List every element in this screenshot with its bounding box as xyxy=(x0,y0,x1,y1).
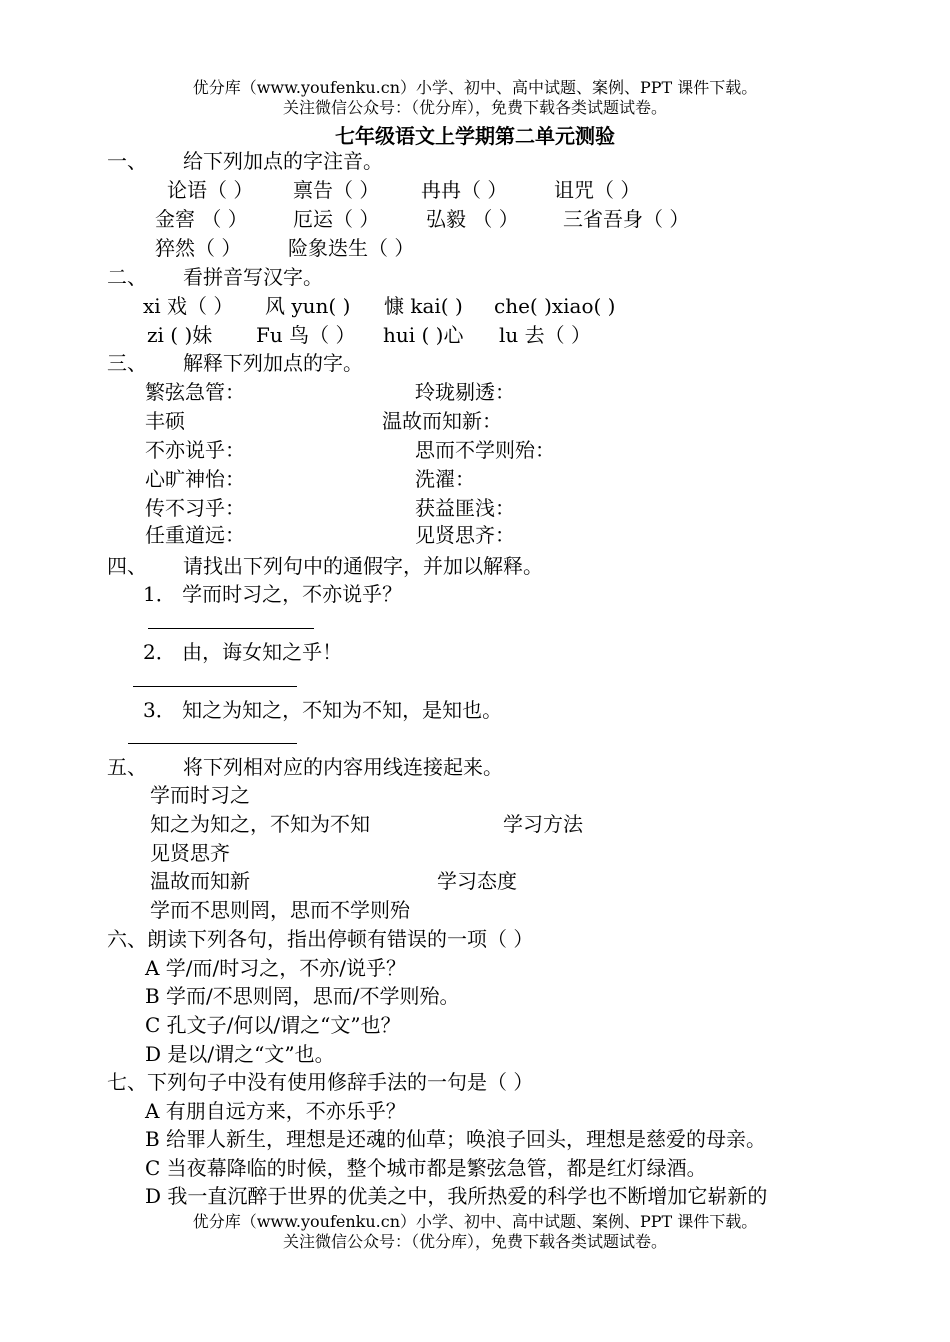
pinyin-item: 弘毅 （ ） xyxy=(426,207,519,231)
footer-line-2: 关注微信公众号：（优分库），免费下载各类试题试卷。 xyxy=(282,1232,667,1251)
explain-item: 繁弦急管： xyxy=(145,380,245,404)
explain-item: 不亦说乎： xyxy=(145,438,245,462)
section-number: 一、 xyxy=(107,149,147,173)
section-1-heading xyxy=(107,148,383,174)
pinyin-item: 三省吾身（ ） xyxy=(563,207,690,231)
header-line-1: 优分库（www.youfenku.cn）小学、初中、高中试题、案例、PPT 课件下载。 xyxy=(192,78,758,97)
choice-option: B 学而/不思则罔，思而/不学则殆。 xyxy=(145,984,460,1008)
section-heading-text: 请找出下列句中的通假字，并加以解释。 xyxy=(183,554,543,578)
match-left-item: 温故而知新 xyxy=(150,869,250,893)
footer-line-1: 优分库（www.youfenku.cn）小学、初中、高中试题、案例、PPT 课件下载。 xyxy=(192,1212,758,1231)
question-item: 2． 由，诲女知之乎！ xyxy=(143,640,343,664)
explain-item: 心旷神怡： xyxy=(145,467,245,491)
choice-option: C 当夜幕降临的时候，整个城市都是繁弦急管，都是红灯绿酒。 xyxy=(145,1156,707,1180)
pinyin-item: 诅咒（ ） xyxy=(554,178,641,202)
choice-option: B 给罪人新生，理想是还魂的仙草；唤浪子回头，理想是慈爱的母亲。 xyxy=(145,1127,767,1151)
pinyin-item: 猝然（ ） xyxy=(155,236,242,260)
hanzi-item: 风 yun( ) xyxy=(265,294,351,318)
question-item: 3． 知之为知之，不知为不知，是知也。 xyxy=(143,698,503,722)
match-left-item: 知之为知之，不知为不知 xyxy=(150,812,370,836)
explain-item: 温故而知新： xyxy=(382,409,502,433)
header-line-2: 关注微信公众号：（优分库），免费下载各类试题试卷。 xyxy=(282,98,667,117)
section-heading-text: 解释下列加点的字。 xyxy=(183,351,363,375)
choice-option: A 有朋自远方来，不亦乐乎？ xyxy=(145,1099,406,1123)
answer-blank xyxy=(128,743,297,744)
match-right-item: 学习方法 xyxy=(503,812,583,836)
section-heading-text: 将下列相对应的内容用线连接起来。 xyxy=(183,755,503,779)
section-6-heading: 六、朗读下列各句，指出停顿有错误的一项（ ） xyxy=(107,927,534,951)
choice-option: C 孔文子/何以/谓之“文”也？ xyxy=(145,1013,401,1037)
hanzi-item: zi ( )妹 xyxy=(147,323,213,347)
section-heading-text: 给下列加点的字注音。 xyxy=(183,149,383,173)
explain-item: 传不习乎： xyxy=(145,496,245,520)
hanzi-item: 慷 kai( ) xyxy=(384,294,463,318)
explain-item: 丰硕 xyxy=(145,409,185,433)
section-7-heading: 七、下列句子中没有使用修辞手法的一句是（ ） xyxy=(107,1070,534,1094)
explain-item: 洗濯： xyxy=(415,467,475,491)
pinyin-item: 险象迭生（ ） xyxy=(288,236,415,260)
hanzi-item: xi 戏（ ） xyxy=(143,294,234,318)
section-heading-text: 看拼音写汉字。 xyxy=(183,265,323,289)
hanzi-item: Fu 鸟（ ） xyxy=(256,323,356,347)
section-3-heading xyxy=(107,350,363,376)
pinyin-item: 禀告（ ） xyxy=(293,178,380,202)
pinyin-item: 冉冉（ ） xyxy=(421,178,508,202)
answer-blank xyxy=(133,686,297,687)
match-left-item: 学而不思则罔，思而不学则殆 xyxy=(150,898,410,922)
hanzi-item: che( )xiao( ) xyxy=(494,294,616,318)
section-number: 四、 xyxy=(107,554,147,578)
section-number: 三、 xyxy=(107,351,147,375)
choice-option: A 学/而/时习之，不亦/说乎？ xyxy=(145,956,407,980)
explain-item: 玲珑剔透： xyxy=(415,380,515,404)
match-right-item: 学习态度 xyxy=(437,869,517,893)
match-left-item: 学而时习之 xyxy=(150,783,250,807)
hanzi-item: lu 去（ ） xyxy=(499,323,591,347)
explain-item: 见贤思齐： xyxy=(415,523,515,547)
page-title: 七年级语文上学期第二单元测验 xyxy=(335,124,615,148)
choice-option: D 是以/谓之“文”也。 xyxy=(145,1042,335,1066)
explain-item: 任重道远： xyxy=(145,523,245,547)
question-item: 1． 学而时习之，不亦说乎？ xyxy=(143,582,403,606)
section-number: 五、 xyxy=(107,755,147,779)
pinyin-item: 厄运（ ） xyxy=(293,207,380,231)
answer-blank xyxy=(148,628,314,629)
pinyin-item: 论语（ ） xyxy=(167,178,254,202)
section-5-heading xyxy=(107,754,503,780)
explain-item: 思而不学则殆： xyxy=(415,438,555,462)
choice-option: D 我一直沉醉于世界的优美之中，我所热爱的科学也不断增加它崭新的 xyxy=(145,1184,768,1208)
section-4-heading xyxy=(107,553,543,579)
hanzi-item: hui ( )心 xyxy=(383,323,464,347)
section-number: 二、 xyxy=(107,265,147,289)
explain-item: 获益匪浅： xyxy=(415,496,515,520)
section-2-heading xyxy=(107,264,323,290)
pinyin-item: 金窖 （ ） xyxy=(155,207,248,231)
match-left-item: 见贤思齐 xyxy=(150,841,230,865)
